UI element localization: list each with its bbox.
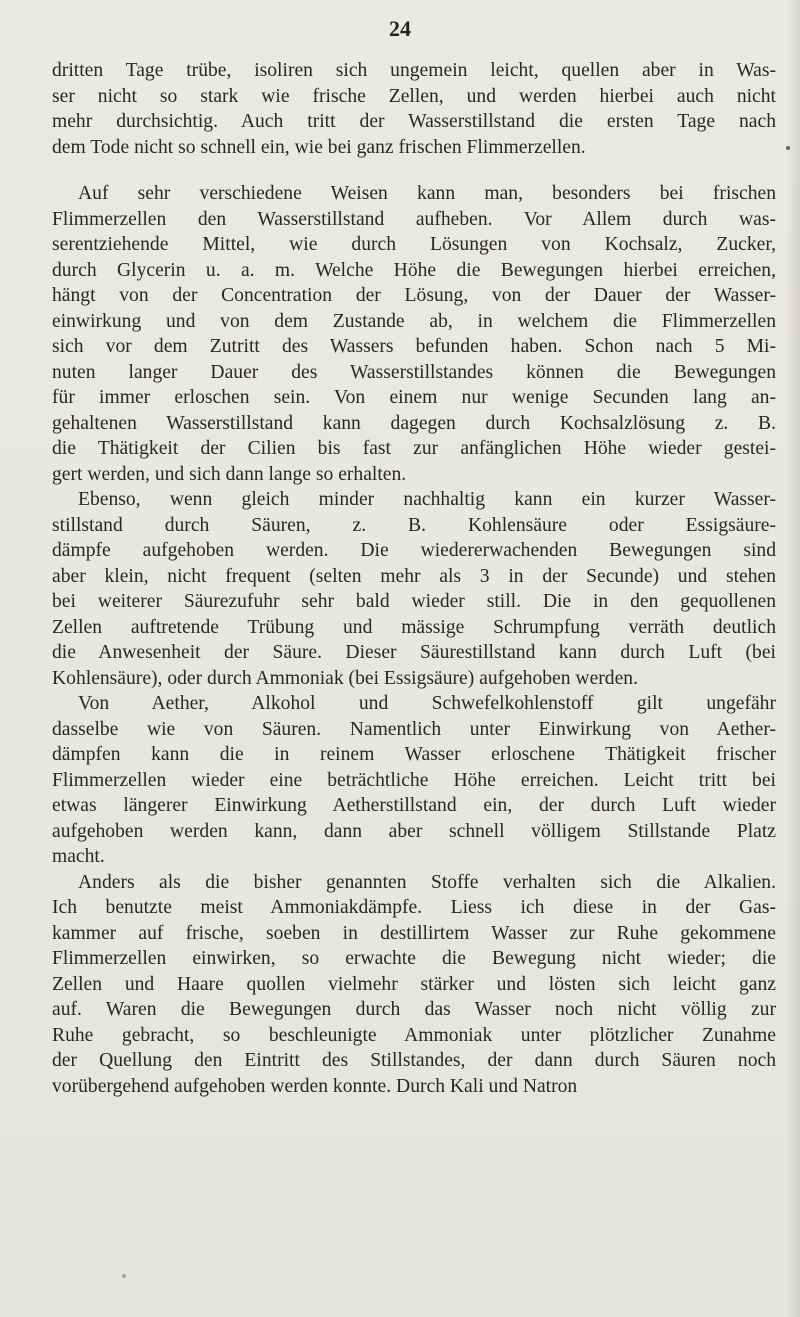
text-line: die Anwesenheit der Säure. Dieser Säurestillstand kann durch Luft (bei [52, 642, 776, 663]
text-line: Anders als die bisher genannten Stoffe verhalten sich die Alkalien. [78, 871, 776, 893]
text-line: dämpfen kann die in reinem Wasser erloschene Thätigkeit frischer [52, 744, 776, 765]
text-line: kammer auf frische, soeben in destillirtem Wasser zur Ruhe gekommene [52, 922, 776, 944]
text-line: stillstand durch Säuren, z. B. Kohlensäure oder Essigsäure- [52, 514, 776, 536]
text-line: bei weiterer Säurezufuhr sehr bald wieder still. Die in den gequollenen [52, 591, 776, 612]
text-line: Ich benutzte meist Ammoniakdämpfe. Liess ich diese in der Gas- [52, 897, 776, 918]
text-line: der Quellung den Eintritt des Stillstandes, der dann durch Säuren noch [52, 1050, 776, 1071]
text-line: durch Glycerin u. a. m. Welche Höhe die Bewegungen hierbei erreichen, [52, 259, 776, 281]
text-line: Ebenso, wenn gleich minder nachhaltig kann ein kurzer Wasser- [78, 489, 776, 510]
speck-mark [122, 1274, 126, 1278]
paragraph [52, 181, 776, 487]
text-line: Zellen und Haare quollen vielmehr stärker und lösten sich leicht ganz [52, 973, 776, 995]
text-line: Auf sehr verschiedene Weisen kann man, besonders bei frischen [78, 183, 776, 204]
text-line: dritten Tage trübe, isoliren sich ungemein leicht, quellen aber in Was- [52, 60, 776, 81]
text-line: aber klein, nicht frequent (selten mehr als 3 in der Secunde) und stehen [52, 565, 776, 587]
paragraph [52, 58, 776, 160]
text-line: für immer erloschen sein. Von einem nur wenige Secunden lang an- [52, 387, 776, 408]
paragraph [52, 487, 776, 691]
text-line: gehaltenen Wasserstillstand kann dagegen durch Kochsalzlösung z. B. [52, 412, 776, 434]
text-line: serentziehende Mittel, wie durch Lösungen von Kochsalz, Zucker, [52, 234, 776, 255]
text-line: sich vor dem Zutritt des Wassers befunden haben. Schon nach 5 Mi- [52, 336, 776, 357]
page-edge-shadow [786, 0, 800, 1317]
text-line: die Thätigkeit der Cilien bis fast zur anfänglichen Höhe wieder gestei- [52, 438, 776, 459]
text-line: aufgehoben werden kann, dann aber schnell völligem Stillstande Platz [52, 820, 776, 842]
text-line: gert werden, und sich dann lange so erhalten. [52, 463, 407, 485]
text-line: Von Aether, Alkohol und Schwefelkohlenstoff gilt ungefähr [78, 693, 776, 714]
text-line: mehr durchsichtig. Auch tritt der Wasserstillstand die ersten Tage nach [52, 111, 776, 132]
speck-mark [786, 146, 790, 150]
text-line: Flimmerzellen den Wasserstillstand aufheben. Vor Allem durch was- [52, 208, 776, 230]
paragraph [52, 870, 776, 1100]
text-line: ser nicht so stark wie frische Zellen, und werden hierbei auch nicht [52, 85, 776, 107]
body-text [52, 58, 776, 1099]
text-line: einwirkung und von dem Zustande ab, in welchem die Flimmerzellen [52, 310, 776, 332]
paragraph [52, 691, 776, 870]
text-line: etwas längerer Einwirkung Aetherstillstand ein, der durch Luft wieder [52, 795, 776, 816]
page-number: 24 [389, 16, 411, 41]
text-line: hängt von der Concentration der Lösung, von der Dauer der Wasser- [52, 285, 776, 306]
text-line: Flimmerzellen wieder eine beträchtliche Höhe erreichen. Leicht tritt bei [52, 769, 776, 791]
paragraph-gap [52, 160, 776, 181]
text-line: Kohlensäure), oder durch Ammoniak (bei Essigsäure) aufgehoben werden. [52, 667, 638, 689]
text-line: Ruhe gebracht, so beschleunigte Ammoniak unter plötzlicher Zunahme [52, 1024, 776, 1046]
text-line: nuten langer Dauer des Wasserstillstandes können die Bewegungen [52, 361, 776, 383]
text-line: dem Tode nicht so schnell ein, wie bei ganz frischen Flimmerzellen. [52, 136, 586, 158]
text-line: vorübergehend aufgehoben werden konnte. Durch Kali und Natron [52, 1075, 578, 1097]
text-line: Flimmerzellen einwirken, so erwachte die Bewegung nicht wieder; die [52, 948, 776, 969]
text-line: Zellen auftretende Trübung und mässige Schrumpfung verräth deutlich [52, 616, 776, 638]
text-line: dämpfe aufgehoben werden. Die wiedererwachenden Bewegungen sind [52, 540, 776, 561]
text-line: dasselbe wie von Säuren. Namentlich unter Einwirkung von Aether- [52, 718, 776, 740]
text-line: macht. [52, 846, 105, 867]
text-line: auf. Waren die Bewegungen durch das Wasser noch nicht völlig zur [52, 999, 776, 1020]
